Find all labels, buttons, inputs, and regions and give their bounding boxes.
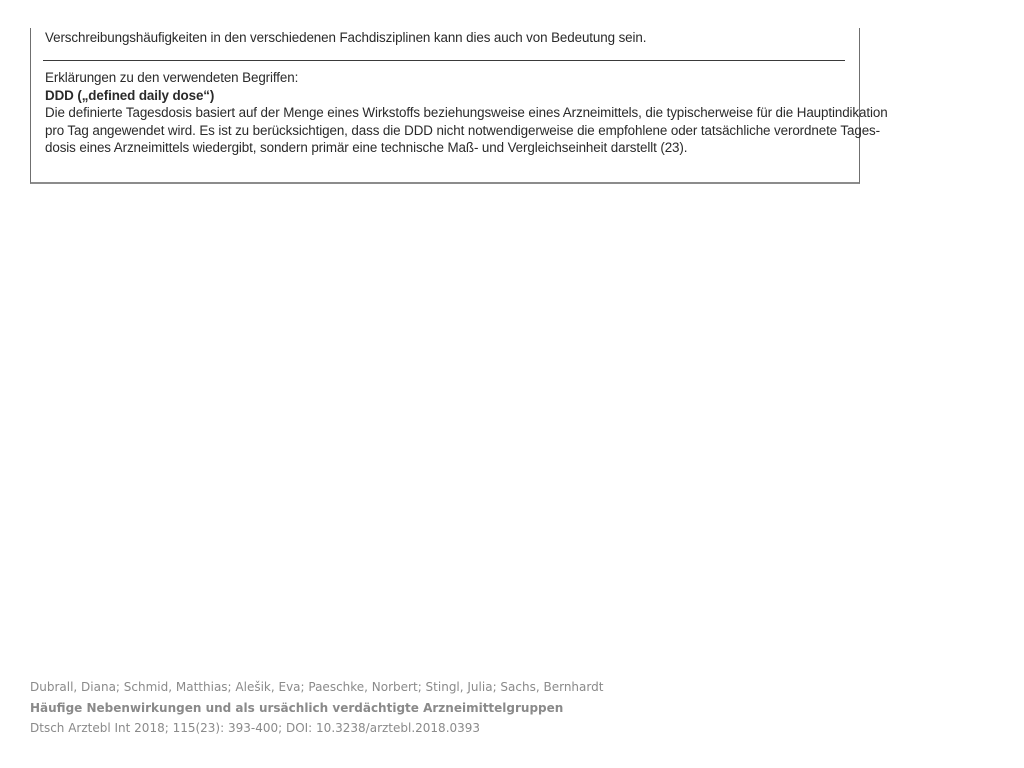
citation-authors: Dubrall, Diana; Schmid, Matthias; Alešik, Eva; Paeschke, Norbert; Stingl, Julia; Sachs, Bernhardt	[30, 680, 604, 694]
definition-line: pro Tag angewendet wird. Es ist zu berücksichtigen, dass die DDD nicht notwendigerweise die empfohlene oder tatsächliche verordnete Tages-	[45, 122, 881, 138]
document-excerpt-box	[30, 28, 888, 184]
citation-footer	[30, 677, 603, 739]
citation-source: Dtsch Arztebl Int 2018; 115(23): 393-400; DOI: 10.3238/arztebl.2018.0393	[30, 721, 481, 735]
term-title: DDD („defined daily dose“)	[45, 87, 215, 103]
definition-line: Die definierte Tagesdosis basiert auf der Menge eines Wirkstoffs beziehungsweise eines Arzneimittels, die typischerweise für die Hauptindikation	[45, 105, 888, 120]
citation-title: Häufige Nebenwirkungen und als ursächlich verdächtigte Arzneimittelgruppen	[30, 700, 564, 715]
definition-line: dosis eines Arzneimittels wiedergibt, sondern primär eine technische Maß- und Vergleichseinheit darstellt (23).	[45, 140, 688, 155]
section-divider	[43, 60, 845, 61]
explanation-section	[45, 69, 888, 157]
previous-paragraph-line: Verschreibungshäufigkeiten in den verschiedenen Fachdisziplinen kann dies auch von Bedeutung sein.	[45, 30, 647, 45]
explanation-heading: Erklärungen zu den verwendeten Begriffen:	[45, 70, 299, 85]
